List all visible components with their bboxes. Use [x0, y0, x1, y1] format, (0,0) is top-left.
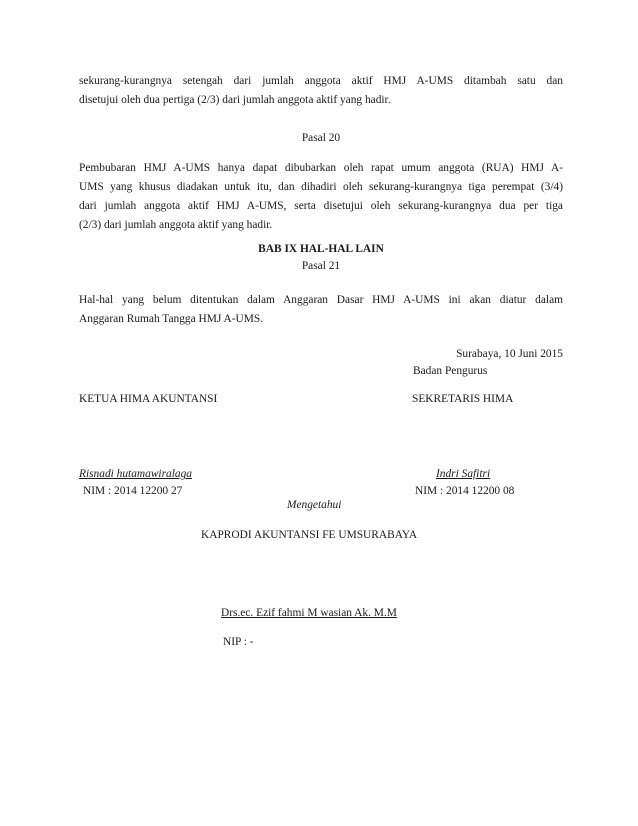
pasal-20-paragraph [79, 159, 563, 235]
pasal-20-line: (2/3) dari jumlah anggota aktif yang hadir. [79, 219, 273, 231]
issuer: Badan Pengurus [413, 365, 488, 377]
kaprodi-nip: NIP : - [223, 636, 254, 648]
right-signatory-nim: NIM : 2014 12200 08 [415, 485, 515, 497]
pasal-21-heading: Pasal 21 [301, 260, 341, 272]
pasal-20-line: Pembubaran HMJ A-UMS hanya dapat dibubarkan oleh rapat umum anggota (RUA) HMJ A- [79, 162, 563, 174]
kaprodi-role: KAPRODI AKUNTANSI FE UMSURABAYA [201, 529, 418, 541]
pasal-20-heading: Pasal 20 [301, 132, 341, 144]
right-signatory-name: Indri Safitri [436, 468, 491, 480]
left-role: KETUA HIMA AKUNTANSI [79, 393, 218, 405]
bab-9-title: BAB IX HAL-HAL LAIN [258, 243, 384, 255]
acknowledged-label: Mengetahui [287, 499, 342, 511]
intro-paragraph [79, 72, 563, 110]
place-date: Surabaya, 10 Juni 2015 [456, 348, 563, 360]
pasal-21-paragraph [79, 291, 563, 329]
kaprodi-name: Drs.ec. Ezif fahmi M wasian Ak. M.M [221, 607, 397, 619]
left-signatory-name: Risnadi hutamawiralaga [79, 468, 192, 480]
left-signatory-nim: NIM : 2014 12200 27 [83, 485, 183, 497]
pasal-21-line: Hal-hal yang belum ditentukan dalam Anggaran Dasar HMJ A-UMS ini akan diatur dalam [79, 294, 563, 306]
pasal-20-line: dari jumlah anggota aktif HMJ A-UMS, serta disetujui oleh sekurang-kurangnya dua per tiga [79, 200, 563, 212]
intro-line: sekurang-kurangnya setengah dari jumlah anggota aktif HMJ A-UMS ditambah satu dan [79, 75, 563, 87]
right-role: SEKRETARIS HIMA [412, 393, 514, 405]
intro-line: disetujui oleh dua pertiga (2/3) dari jumlah anggota aktif yang hadir. [79, 94, 391, 106]
pasal-20-line: UMS yang khusus diadakan untuk itu, dan dihadiri oleh sekurang-kurangnya tiga perempat (3/4) [79, 181, 563, 193]
pasal-21-line: Anggaran Rumah Tangga HMJ A-UMS. [79, 313, 264, 325]
